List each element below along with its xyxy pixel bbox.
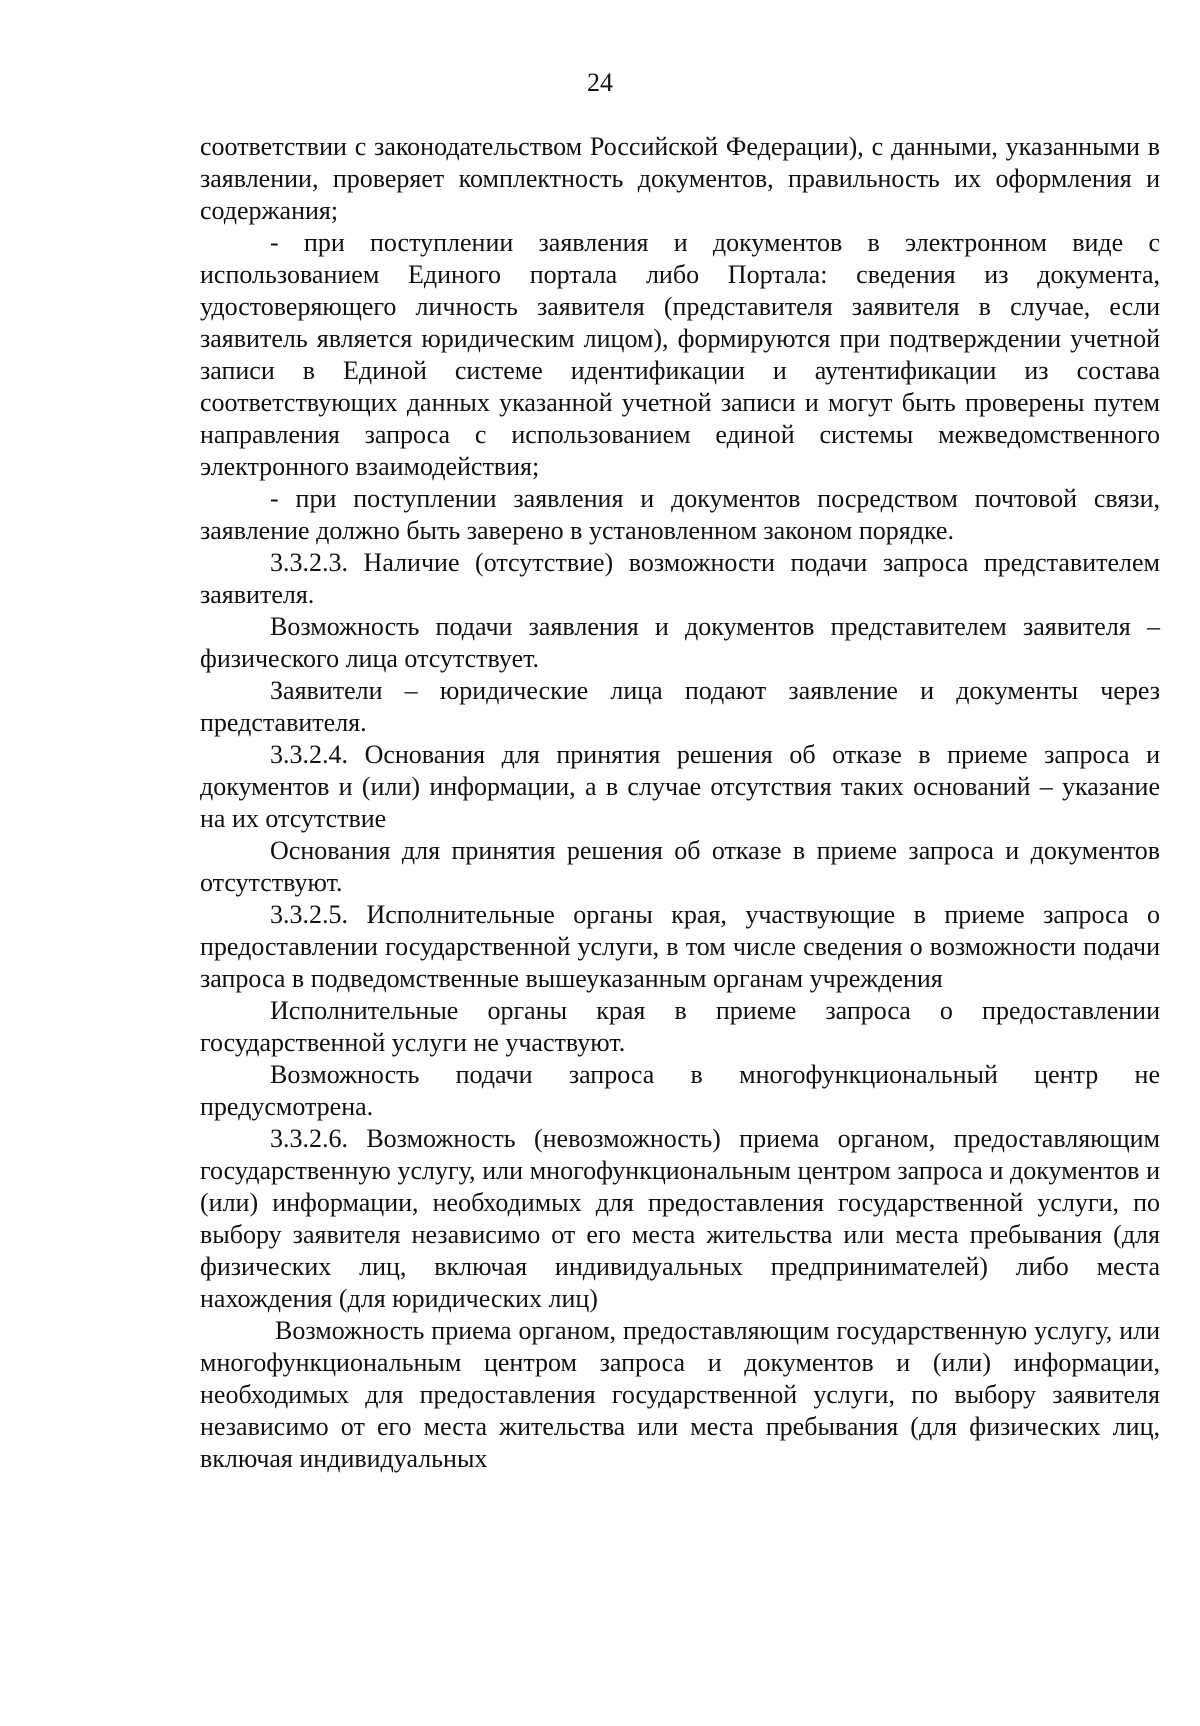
document-body [200,131,1160,1475]
paragraph-postal-submission: - при поступлении заявления и документов посредством почтовой связи, заявление должно быть заверено в установленном законом порядке. [200,484,1160,545]
paragraph-section-3-3-2-5: 3.3.2.5. Исполнительные органы края, участвующие в приеме запроса о предоставлении государственной услуги, в том числе сведения о возможности подачи запроса в подведомственные вышеуказанным органам учреждения [200,900,1160,993]
page-number: 24 [587,68,613,97]
paragraph-continuation: соответствии с законодательством Российской Федерации), с данными, указанными в заявлении, проверяет комплектность документов, правильность их оформления и содержания; [200,132,1160,225]
paragraph-executive-bodies: Исполнительные органы края в приеме запроса о предоставлении государственной услуги не участвуют. [200,996,1160,1057]
paragraph-representative-individual: Возможность подачи заявления и документов представителем заявителя – физического лица отсутствует. [200,612,1160,673]
paragraph-representative-legal-entity: Заявители – юридические лица подают заявление и документы через представителя. [200,676,1160,737]
paragraph-electronic-submission: - при поступлении заявления и документов в электронном виде с использованием Единого портала либо Портала: сведения из документа, удостоверяющего личность заявителя (представителя заявителя в случае, если заявитель является юридическим лицом), формируются при подтверждении учетной записи в Единой системе идентификации и аутентификации из состава соответствующих данных указанной учетной записи и могут быть проверены путем направления запроса с использованием единой системы межведомственного электронного взаимодействия; [200,228,1160,481]
paragraph-no-refusal-grounds: Основания для принятия решения об отказе в приеме запроса и документов отсутствуют. [200,836,1160,897]
paragraph-mfc-not-provided: Возможность подачи запроса в многофункциональный центр не предусмотрена. [200,1060,1160,1121]
paragraph-section-3-3-2-3: 3.3.2.3. Наличие (отсутствие) возможности подачи запроса представителем заявителя. [200,548,1160,609]
paragraph-section-3-3-2-6: 3.3.2.6. Возможность (невозможность) приема органом, предоставляющим государственную услугу, или многофункциональным центром запроса и документов и (или) информации, необходимых для предоставления государственной услуги, по выбору заявителя независимо от его места жительства или места пребывания (для физических лиц, включая индивидуальных предпринимателей) либо места нахождения (для юридических лиц) [200,1124,1160,1313]
paragraph-extraterritorial-acceptance: Возможность приема органом, предоставляющим государственную услугу, или многофункциональным центром запроса и документов и (или) информации, необходимых для предоставления государственной услуги, по выбору заявителя независимо от его места жительства или места пребывания (для физических лиц, включая индивидуальных [200,1316,1160,1473]
paragraph-section-3-3-2-4: 3.3.2.4. Основания для принятия решения об отказе в приеме запроса и документов и (или) информации, а в случае отсутствия таких оснований – указание на их отсутствие [200,740,1160,833]
